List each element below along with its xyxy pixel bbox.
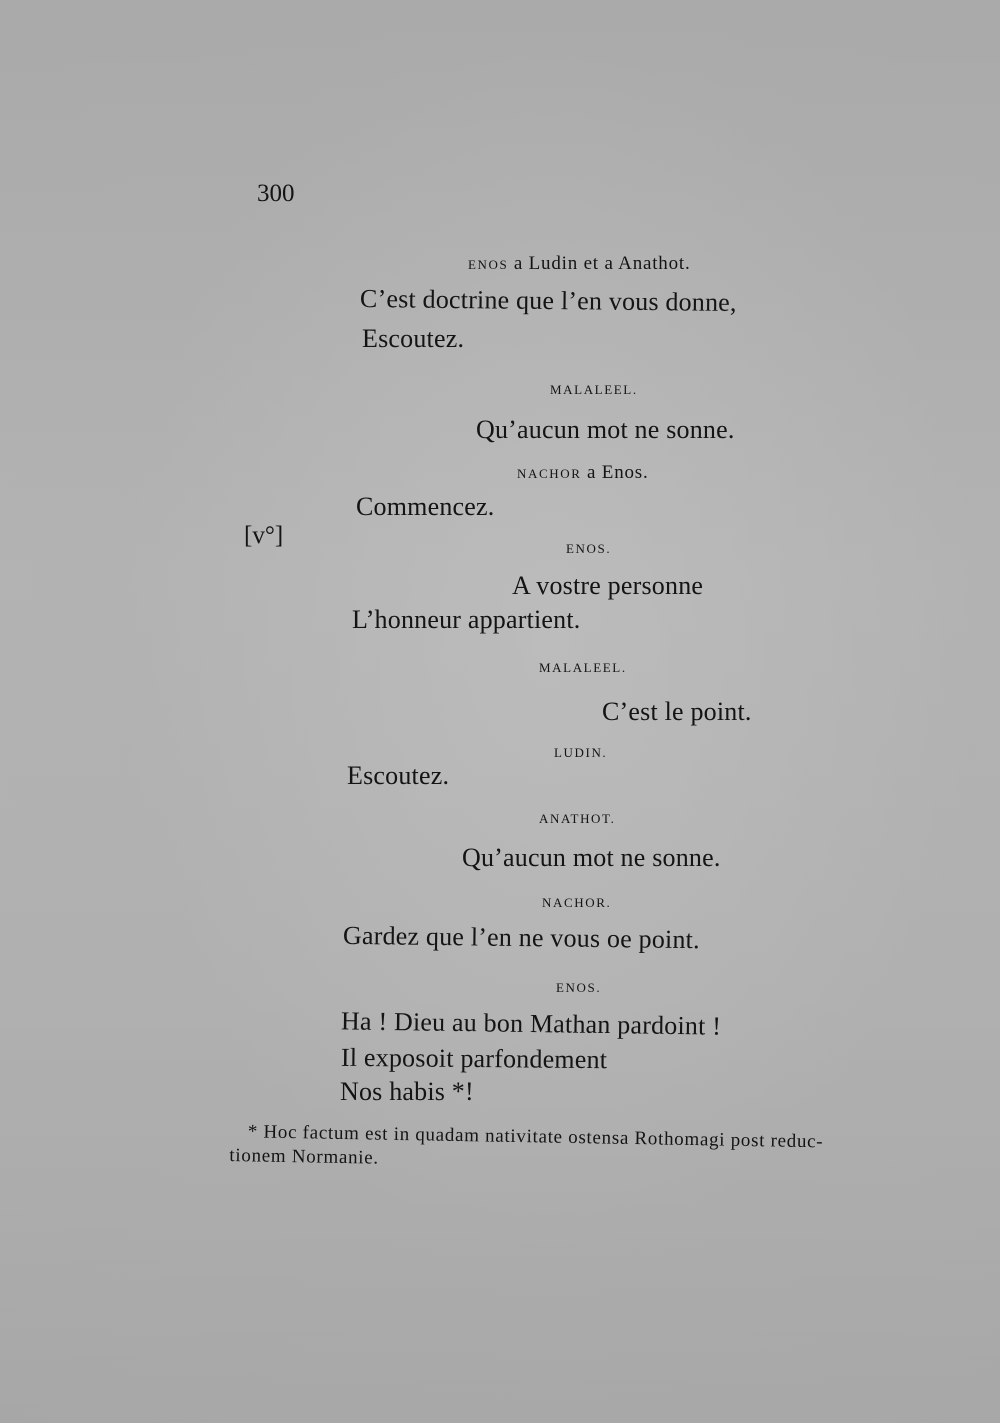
footnote-line: tionem Normanie. <box>229 1144 379 1169</box>
speaker-name: MALALEEL. <box>539 660 627 675</box>
verse-line: Escoutez. <box>362 324 465 353</box>
speaker-name: ANATHOT. <box>539 811 616 826</box>
margin-note-verso: [v°] <box>244 522 284 549</box>
speaker-heading <box>468 253 691 275</box>
speaker-heading <box>517 462 649 484</box>
speaker-name: ENOS. <box>566 541 612 556</box>
verse-line: Escoutez. <box>347 761 450 790</box>
verse-line: C’est doctrine que l’en vous donne, <box>359 284 737 317</box>
page-number: 300 <box>257 180 295 207</box>
speaker-heading <box>539 659 627 677</box>
verse-line: Commencez. <box>356 492 495 521</box>
footnote-line: * Hoc factum est in quadam nativitate ostensa Rothomagi post reduc- <box>247 1121 824 1153</box>
verse-line: Il exposoit parfondement <box>340 1042 608 1075</box>
verse-line: Ha ! Dieu au bon Mathan pardoint ! <box>340 1006 722 1041</box>
speaker-heading <box>566 540 611 558</box>
speaker-name: LUDIN. <box>554 745 608 760</box>
speaker-name: ENOS <box>468 257 509 272</box>
speaker-name: ENOS. <box>556 980 602 995</box>
verse-line: C’est le point. <box>602 697 752 726</box>
speaker-name: NACHOR <box>517 466 582 481</box>
verse-line: L’honneur appartient. <box>352 605 581 634</box>
speaker-heading <box>554 744 607 762</box>
stage-direction: a Ludin et a Anathot. <box>513 253 691 274</box>
verse-line: Nos habis *! <box>340 1077 474 1106</box>
speaker-heading <box>556 979 601 997</box>
verse-line: Qu’aucun mot ne sonne. <box>462 843 721 872</box>
footnote <box>229 1120 823 1178</box>
speaker-name: MALALEEL. <box>550 382 638 397</box>
speaker-heading <box>539 810 615 828</box>
verse-line: Gardez que l’en ne vous oe point. <box>342 920 700 955</box>
stage-direction: a Enos. <box>587 462 649 483</box>
speaker-heading <box>550 381 638 399</box>
speaker-name: NACHOR. <box>542 895 612 910</box>
verse-line: A vostre personne <box>512 571 704 600</box>
verse-line: Qu’aucun mot ne sonne. <box>476 415 735 444</box>
speaker-heading <box>542 894 611 912</box>
